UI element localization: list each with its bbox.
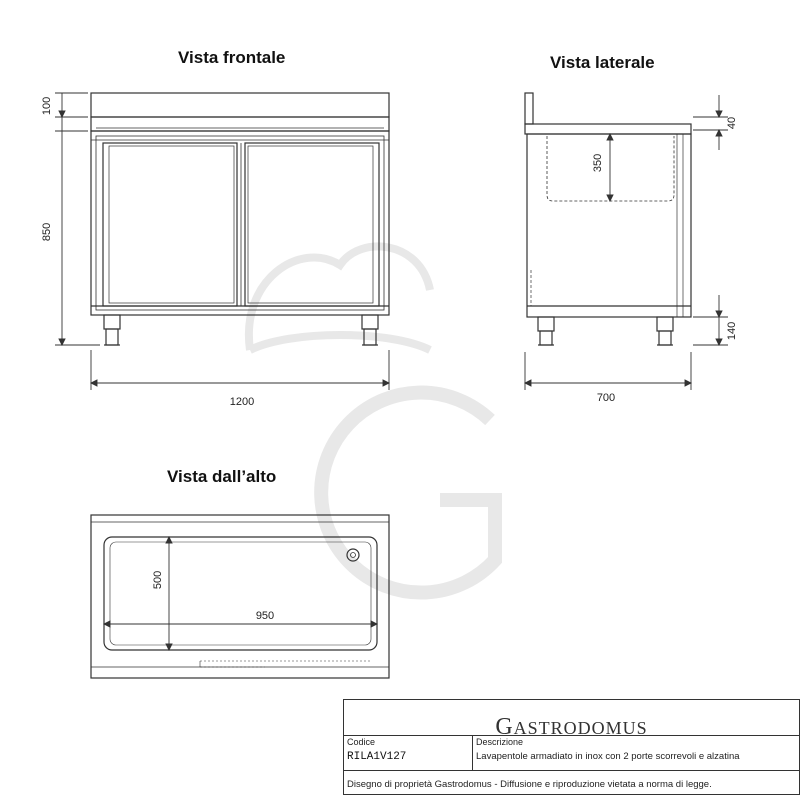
watermark-logo bbox=[249, 246, 495, 592]
top-basin-length-label: 950 bbox=[255, 610, 275, 622]
description-value: Lavapentole armadiato in inox con 2 porte scorrevoli e alzatina bbox=[476, 751, 740, 762]
title-block bbox=[343, 699, 800, 795]
top-view-title: Vista dall’alto bbox=[167, 467, 277, 486]
front-width-label: 1200 bbox=[229, 396, 255, 408]
side-view-drawing bbox=[525, 93, 691, 345]
logo-initial: G bbox=[495, 714, 514, 740]
code-value: RILA1V127 bbox=[347, 751, 407, 763]
copyright-footer: Disegno di proprietà Gastrodomus - Diffusione e riproduzione vietata a norma di legge. bbox=[347, 779, 712, 790]
logo-rest: ASTRODOMUS bbox=[513, 718, 648, 738]
side-basin-depth-label: 350 bbox=[592, 153, 604, 173]
front-body-height-label: 850 bbox=[41, 222, 53, 242]
description-label: Descrizione bbox=[476, 737, 524, 747]
side-view-title: Vista laterale bbox=[550, 53, 655, 72]
title-block-row bbox=[344, 735, 799, 771]
side-top-height-label: 40 bbox=[726, 116, 738, 130]
top-basin-width-label: 500 bbox=[152, 570, 164, 590]
side-leg-height-label: 140 bbox=[726, 321, 738, 341]
side-depth-label: 700 bbox=[596, 392, 616, 404]
front-view-title: Vista frontale bbox=[178, 48, 286, 67]
front-top-height-label: 100 bbox=[41, 96, 53, 116]
top-view-drawing bbox=[91, 515, 389, 678]
code-label: Codice bbox=[347, 737, 376, 747]
front-view-drawing bbox=[91, 93, 389, 345]
code-cell bbox=[344, 736, 473, 770]
description-cell bbox=[473, 736, 799, 770]
side-view-dimensions bbox=[525, 95, 728, 390]
